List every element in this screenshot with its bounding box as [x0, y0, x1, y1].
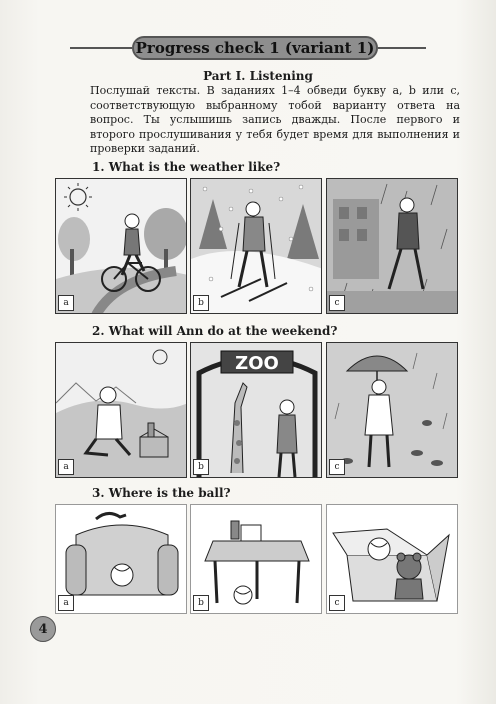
ball-on-armchair-picture: [56, 505, 187, 614]
option-1c[interactable]: [326, 178, 458, 314]
option-letter: a: [58, 295, 74, 311]
banner-line-right: [378, 47, 426, 49]
option-letter: a: [58, 595, 74, 611]
option-letter: c: [329, 459, 345, 475]
option-1b[interactable]: [190, 178, 322, 314]
part-title: Part I. Listening: [203, 69, 313, 83]
picnic-picture: [56, 343, 187, 478]
rainy-walking-picture: [327, 179, 458, 314]
question-3-label: 3. Where is the ball?: [92, 486, 231, 500]
question-1-label: 1. What is the weather like?: [92, 160, 281, 174]
ball-under-table-picture: [191, 505, 322, 614]
zoo-picture: [191, 343, 322, 478]
option-letter: c: [329, 295, 345, 311]
rainy-umbrella-picture: [327, 343, 458, 478]
option-letter: b: [193, 459, 209, 475]
instructions-text: Послушай тексты. В заданиях 1–4 обведи букву a, b или c, соответствующую выбранному тобой варианту ответа на вопрос. Ты услышишь запись дважды. После первого и второго прослушивания у тебя будет время для выполнения и проверки заданий.: [90, 84, 460, 156]
option-letter: b: [193, 295, 209, 311]
ball-in-box-picture: [327, 505, 458, 614]
sunny-cycling-picture: [56, 179, 187, 314]
option-2c[interactable]: [326, 342, 458, 478]
option-letter: b: [193, 595, 209, 611]
page-title: Progress check 1 (variant 1): [132, 36, 378, 60]
option-letter: a: [58, 459, 74, 475]
option-3b[interactable]: [190, 504, 322, 614]
option-1a[interactable]: [55, 178, 187, 314]
option-3a[interactable]: [55, 504, 187, 614]
snowy-skiing-picture: [191, 179, 322, 314]
option-3c[interactable]: [326, 504, 458, 614]
page-number: 4: [30, 616, 56, 642]
option-2a[interactable]: [55, 342, 187, 478]
banner-line-left: [70, 47, 132, 49]
zoo-sign: ZOO: [235, 353, 279, 374]
option-letter: c: [329, 595, 345, 611]
question-2-label: 2. What will Ann do at the weekend?: [92, 324, 338, 338]
option-2b[interactable]: [190, 342, 322, 478]
